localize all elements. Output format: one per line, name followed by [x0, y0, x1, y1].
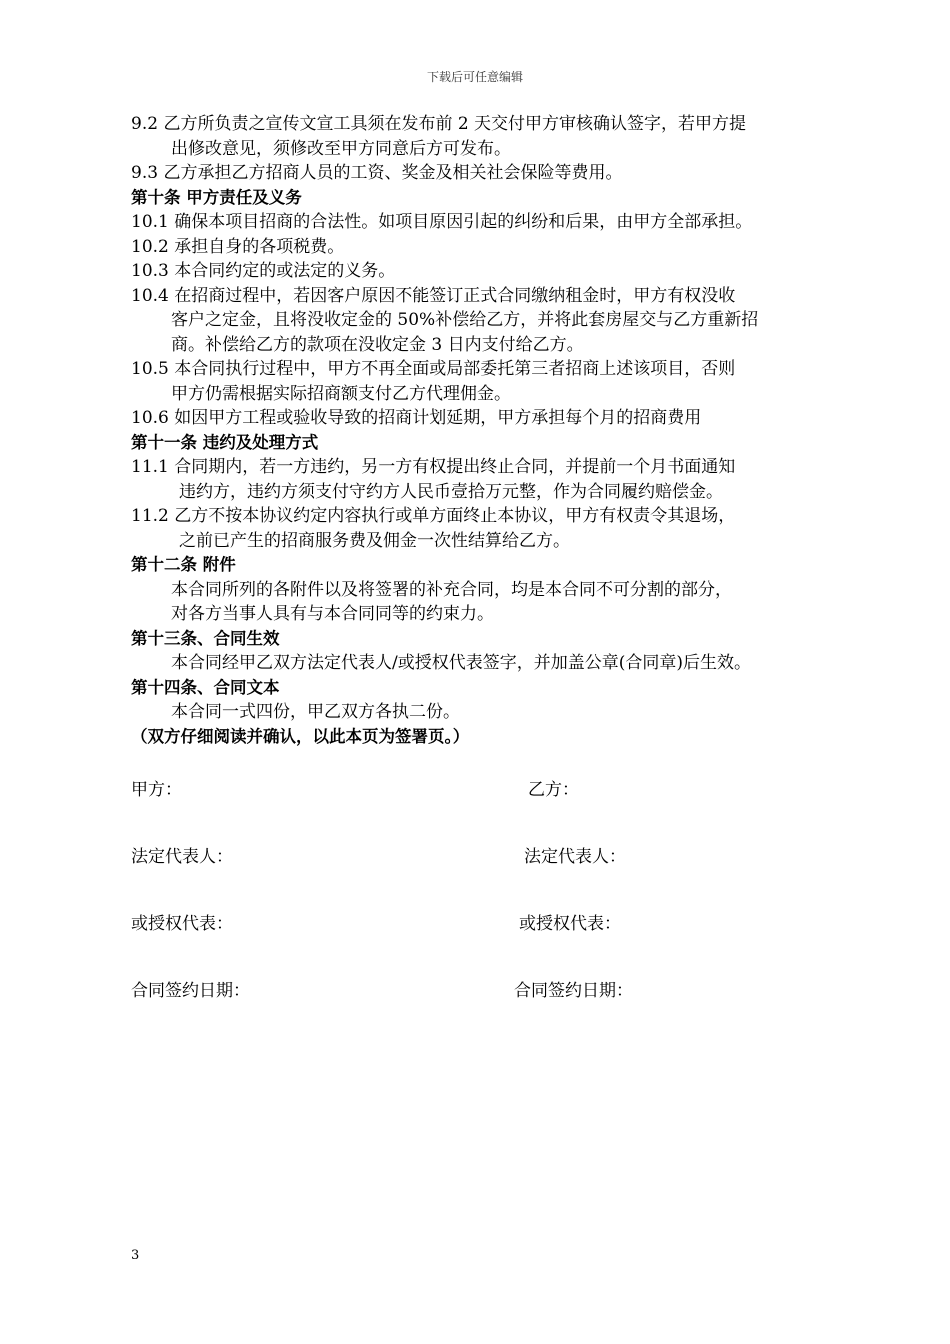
- page-number: 3: [131, 1248, 140, 1263]
- clause-14-text: 本合同一式四份，甲乙双方各执二份。: [171, 702, 460, 722]
- party-a-representative-label: 法定代表人：: [131, 847, 233, 867]
- document-body: [131, 112, 831, 749]
- clause-10-3: 10.3 本合同约定的或法定的义务。: [131, 261, 396, 281]
- section-heading-11: 第十一条 违约及处理方式: [131, 432, 319, 452]
- clause-11-2-cont: 之前已产生的招商服务费及佣金一次性结算给乙方。: [179, 530, 570, 551]
- clause-11-1: 11.1 合同期内，若一方违约，另一方有权提出终止合同，并提前一个月书面通知: [131, 457, 736, 477]
- clause-11-1-cont: 违约方，违约方须支付守约方人民币壹拾万元整，作为合同履约赔偿金。: [179, 481, 723, 502]
- section-heading-14: 第十四条、合同文本: [131, 677, 280, 697]
- party-b-authorized-label: 或授权代表：: [519, 914, 621, 934]
- party-a-label: 甲方：: [131, 780, 182, 800]
- party-b-date-label: 合同签约日期：: [514, 981, 633, 1001]
- clause-10-4-cont2: 商。补偿给乙方的款项在没收定金 3 日内支付给乙方。: [171, 334, 584, 355]
- party-b-label: 乙方：: [528, 780, 579, 800]
- party-a-date-label: 合同签约日期：: [131, 981, 250, 1001]
- clause-13-text: 本合同经甲乙双方法定代表人/或授权代表签字，并加盖公章(合同章)后生效。: [171, 653, 751, 673]
- clause-9-2: 9.2 乙方所负责之宣传文宣工具须在发布前 2 天交付甲方审核确认签字，若甲方提: [131, 114, 747, 134]
- clause-12-text-cont: 对各方当事人具有与本合同同等的约束力。: [171, 604, 494, 624]
- clause-10-1: 10.1 确保本项目招商的合法性。如项目原因引起的纠纷和后果，由甲方全部承担。: [131, 212, 753, 232]
- section-heading-13: 第十三条、合同生效: [131, 628, 280, 648]
- page-header: 下载后可任意编辑: [426, 70, 523, 84]
- confirmation-note: （双方仔细阅读并确认，以此本页为签署页。）: [131, 726, 470, 746]
- clause-10-2: 10.2 承担自身的各项税费。: [131, 236, 345, 257]
- section-heading-10: 第十条 甲方责任及义务: [131, 187, 302, 207]
- clause-11-2: 11.2 乙方不按本协议约定内容执行或单方面终止本协议，甲方有权责令其退场，: [131, 506, 736, 526]
- clause-9-3: 9.3 乙方承担乙方招商人员的工资、奖金及相关社会保险等费用。: [131, 163, 623, 183]
- clause-10-4: 10.4 在招商过程中，若因客户原因不能签订正式合同缴纳租金时，甲方有权没收: [131, 285, 736, 306]
- party-b-representative-label: 法定代表人：: [524, 847, 626, 867]
- section-heading-12: 第十二条 附件: [131, 555, 236, 574]
- clause-12-text: 本合同所列的各附件以及将签署的补充合同，均是本合同不可分割的部分，: [171, 579, 732, 600]
- clause-9-2-cont: 出修改意见，须修改至甲方同意后方可发布。: [171, 138, 511, 159]
- party-a-authorized-label: 或授权代表：: [131, 914, 233, 934]
- clause-10-5: 10.5 本合同执行过程中，甲方不再全面或局部委托第三者招商上述该项目，否则: [131, 359, 736, 379]
- clause-10-4-cont1: 客户之定金，且将没收定金的 50%补偿给乙方，并将此套房屋交与乙方重新招: [171, 310, 759, 330]
- clause-10-5-cont: 甲方仍需根据实际招商额支付乙方代理佣金。: [171, 383, 511, 404]
- clause-10-6: 10.6 如因甲方工程或验收导致的招商计划延期，甲方承担每个月的招商费用: [131, 408, 702, 428]
